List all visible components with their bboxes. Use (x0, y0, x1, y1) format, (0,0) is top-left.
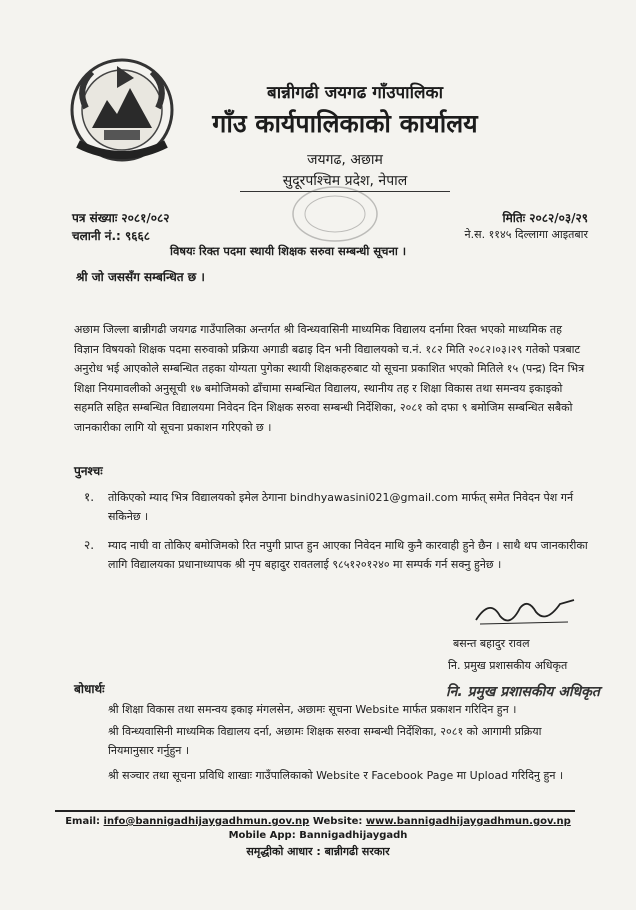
cc-item: श्री शिक्षा विकास तथा समन्वय इकाइ मंगलसेन, अछामः सूचना Website मार्फत प्रकाशन गरिदिन हुन । (108, 703, 517, 716)
postscript-text: म्याद नाघी वा तोकिए बमोजिमको रित नपुगी प्राप्त हुन आएका निवेदन माथि कुनै कारवाही हुने छैन । साथै थप जानकारीका लागि विद्यालयका प्रधानाध्यापक श्री नृप बहादुर रावतलाई ९८५१२०१२४० मा सम्पर्क गर्न सक्नु हुनेछ । (108, 539, 588, 571)
postscript-item (84, 536, 588, 574)
website-label: Website: (312, 816, 366, 827)
cc-item: श्री सञ्चार तथा सूचना प्रविधि शाखाः गाउँपालिकाको Website र Facebook Page मा Upload गरिदिनु हुन । (108, 769, 564, 782)
postscript-number: १. (84, 490, 95, 504)
cc-heading: बोधार्थः (74, 682, 105, 696)
postscript-text: तोकिएको म्याद भित्र विद्यालयको इमेल ठेगाना bindhyawasini021@gmail.com मार्फत् समेत निवेदन पेश गर्न सकिनेछ । (108, 491, 574, 523)
footer-tagline: समृद्धीको आधार : बान्नीगढी सरकार (246, 845, 390, 858)
email-link[interactable]: info@bannigadhijaygadhmun.gov.np (103, 816, 310, 827)
website-link[interactable]: www.bannigadhijaygadhmun.gov.np (365, 816, 571, 827)
dispatch-number: चलानी नं.: ९६६८ (72, 229, 150, 243)
letter-date: मितिः २०८२/०३/२९ (502, 211, 588, 225)
signatory-title: नि. प्रमुख प्रशासकीय अधिकृत (448, 659, 568, 672)
footer-contacts (0, 816, 636, 827)
cc-item: श्री विन्ध्यवासिनी माध्यमिक विद्यालय दर्ना, अछामः शिक्षक सरुवा सम्बन्धी निर्देशिका, २०८१ को आगामी प्रक्रिया नियमानुसार गर्नुहुन । (108, 725, 542, 757)
signature-icon (470, 594, 580, 630)
letter-number: पत्र संख्याः २०८१/०८२ (72, 211, 170, 225)
address-line-2: सुदूरपश्चिम प्रदेश, नेपाल (240, 171, 450, 192)
nepal-sambat-date: ने.स. ११४५ दिल्लागा आइतबार (464, 228, 588, 241)
footer-divider (55, 810, 575, 812)
mobile-app-text: Mobile App: Bannigadhijaygadh (228, 830, 408, 841)
designation-stamp: नि. प्रमुख प्रशासकीय अधिकृत (446, 684, 600, 700)
postscript-number: २. (84, 538, 95, 552)
signatory-name: बसन्त बहादुर रावल (453, 637, 530, 650)
body-paragraph: अछाम जिल्ला बान्नीगढी जयगढ गाउँपालिका अन्तर्गत श्री विन्ध्यवासिनी माध्यमिक विद्यालय दर्नामा रिक्त भएको माध्यमिक तह विज्ञान विषयको शिक्षक पदमा सरुवाको प्रक्रिया अगाडी बढाइ दिन भनी विद्यालयको च.नं. १८२ मिति २०८२।०३।२९ गतेको पत्रबाट अनुरोध भई आएकोले सम्बन्धित तहका योग्यता पुगेका स्थायी शिक्षकहरुबाट यो सूचना प्रकाशित भएको मितिले १५ (पन्द्र) दिन भित्र शिक्षा नियमावलीको अनुसूची १७ बमोजिमको ढाँचामा सम्बन्धित विद्यालय, स्थानीय तह र शिक्षा विकास तथा समन्वय इकाइको सहमति सहित सम्बन्धित विद्यालयमा निवेदन दिन शिक्षक सरुवा सम्बन्धी निर्देशिका, २०८१ को दफा ९ बमोजिम सम्बन्धित सबैको जानकारीका लागि यो सूचना प्रकाशन गरिएको छ । (74, 323, 585, 434)
org-name: बान्नीगढी जयगढ गाँउपालिका (267, 83, 443, 103)
email-label: Email: (65, 816, 104, 827)
subject-line: विषयः रिक्त पदमा स्थायी शिक्षक सरुवा सम्बन्धी सूचना । (170, 244, 407, 258)
office-seal-icon (290, 184, 380, 244)
nepal-emblem-icon (62, 48, 182, 168)
office-name: गाँउ कार्यपालिकाको कार्यालय (212, 109, 478, 138)
postscript-item (84, 488, 588, 526)
salutation: श्री जो जससँग सम्बन्धित छ । (76, 270, 205, 284)
address-line-1: जयगढ, अछाम (307, 152, 383, 168)
postscript-heading: पुनश्चः (74, 464, 103, 478)
